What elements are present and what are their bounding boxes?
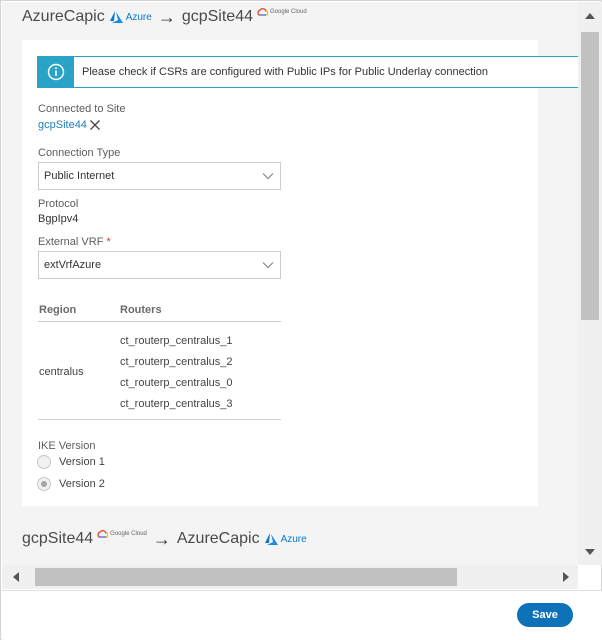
close-icon[interactable] [89,119,101,131]
scroll-up-arrow-icon[interactable] [585,13,595,19]
source-site-name: AzureCapic [22,8,105,25]
protocol-label: Protocol [38,198,79,210]
google-cloud-label: Google Cloud [270,9,307,15]
vertical-scrollbar[interactable] [578,2,602,565]
google-cloud-badge [97,530,147,538]
save-button[interactable]: Save [517,603,573,627]
chevron-down-icon [262,172,274,180]
ike-version-1-label: Version 1 [59,456,105,468]
info-icon [47,63,65,81]
info-message: Please check if CSRs are configured with Public IPs for Public Underlay connection [82,66,488,78]
region-cell: centralus [39,366,84,378]
ike-version-1-radio[interactable] [37,455,51,469]
target-site-name: gcpSite44 [181,8,253,25]
external-vrf-label: External VRF [38,236,104,248]
protocol-value: BgpIpv4 [38,213,79,225]
chevron-down-icon [262,261,274,269]
azure-logo-icon [109,11,124,23]
modal-footer [2,590,602,640]
connection-type-label: Connection Type [38,147,121,159]
horizontal-scrollbar[interactable] [2,565,578,589]
info-icon-box [38,57,74,87]
ike-version-2-radio[interactable] [37,477,51,491]
region-column-header: Region [39,304,77,316]
arrow-right-icon: → [152,529,171,549]
google-cloud-badge [257,8,307,16]
router-cell: ct_routerp_centralus_1 [120,335,233,347]
external-vrf-value: extVrfAzure [44,259,102,271]
router-cell: ct_routerp_centralus_2 [120,356,233,368]
routers-table-header [38,302,281,322]
routers-table-row [38,322,281,420]
azure-label: Azure [125,11,152,23]
connection-header-azure-to-gcp [22,8,307,26]
connection-type-select[interactable] [38,162,281,190]
target-site-name: AzureCapic [176,530,260,547]
azure-logo-icon [264,533,279,545]
source-site-name: gcpSite44 [22,530,94,547]
ike-version-2-label: Version 2 [59,478,105,490]
ike-version-1-option[interactable] [37,455,105,469]
scroll-viewport [2,2,578,565]
connection-type-value: Public Internet [44,170,115,182]
azure-badge [109,11,152,23]
ike-version-label: IKE Version [38,440,96,452]
horizontal-scroll-thumb[interactable] [35,568,457,586]
router-cell: ct_routerp_centralus_0 [120,377,233,389]
google-cloud-logo-icon [257,8,268,16]
vertical-scroll-thumb[interactable] [581,32,599,320]
routers-column-header: Routers [120,304,162,316]
google-cloud-label: Google Cloud [110,531,147,537]
azure-label: Azure [280,533,307,545]
required-marker: * [106,236,111,248]
external-vrf-label-group [38,236,111,248]
connected-site-link[interactable]: gcpSite44 [38,119,87,131]
router-cell: ct_routerp_centralus_3 [120,398,233,410]
connection-header-gcp-to-azure [22,530,307,548]
ike-version-2-option[interactable] [37,477,105,491]
connection-form-card [22,40,538,506]
info-banner [37,56,578,88]
azure-badge [264,533,307,545]
google-cloud-logo-icon [97,530,108,538]
scroll-right-arrow-icon[interactable] [563,572,569,582]
connected-site-chip [38,119,101,131]
arrow-right-icon: → [157,7,176,27]
external-vrf-select[interactable] [38,251,281,279]
scroll-down-arrow-icon[interactable] [585,549,595,555]
scroll-left-arrow-icon[interactable] [13,572,19,582]
connected-to-site-label: Connected to Site [38,103,126,115]
